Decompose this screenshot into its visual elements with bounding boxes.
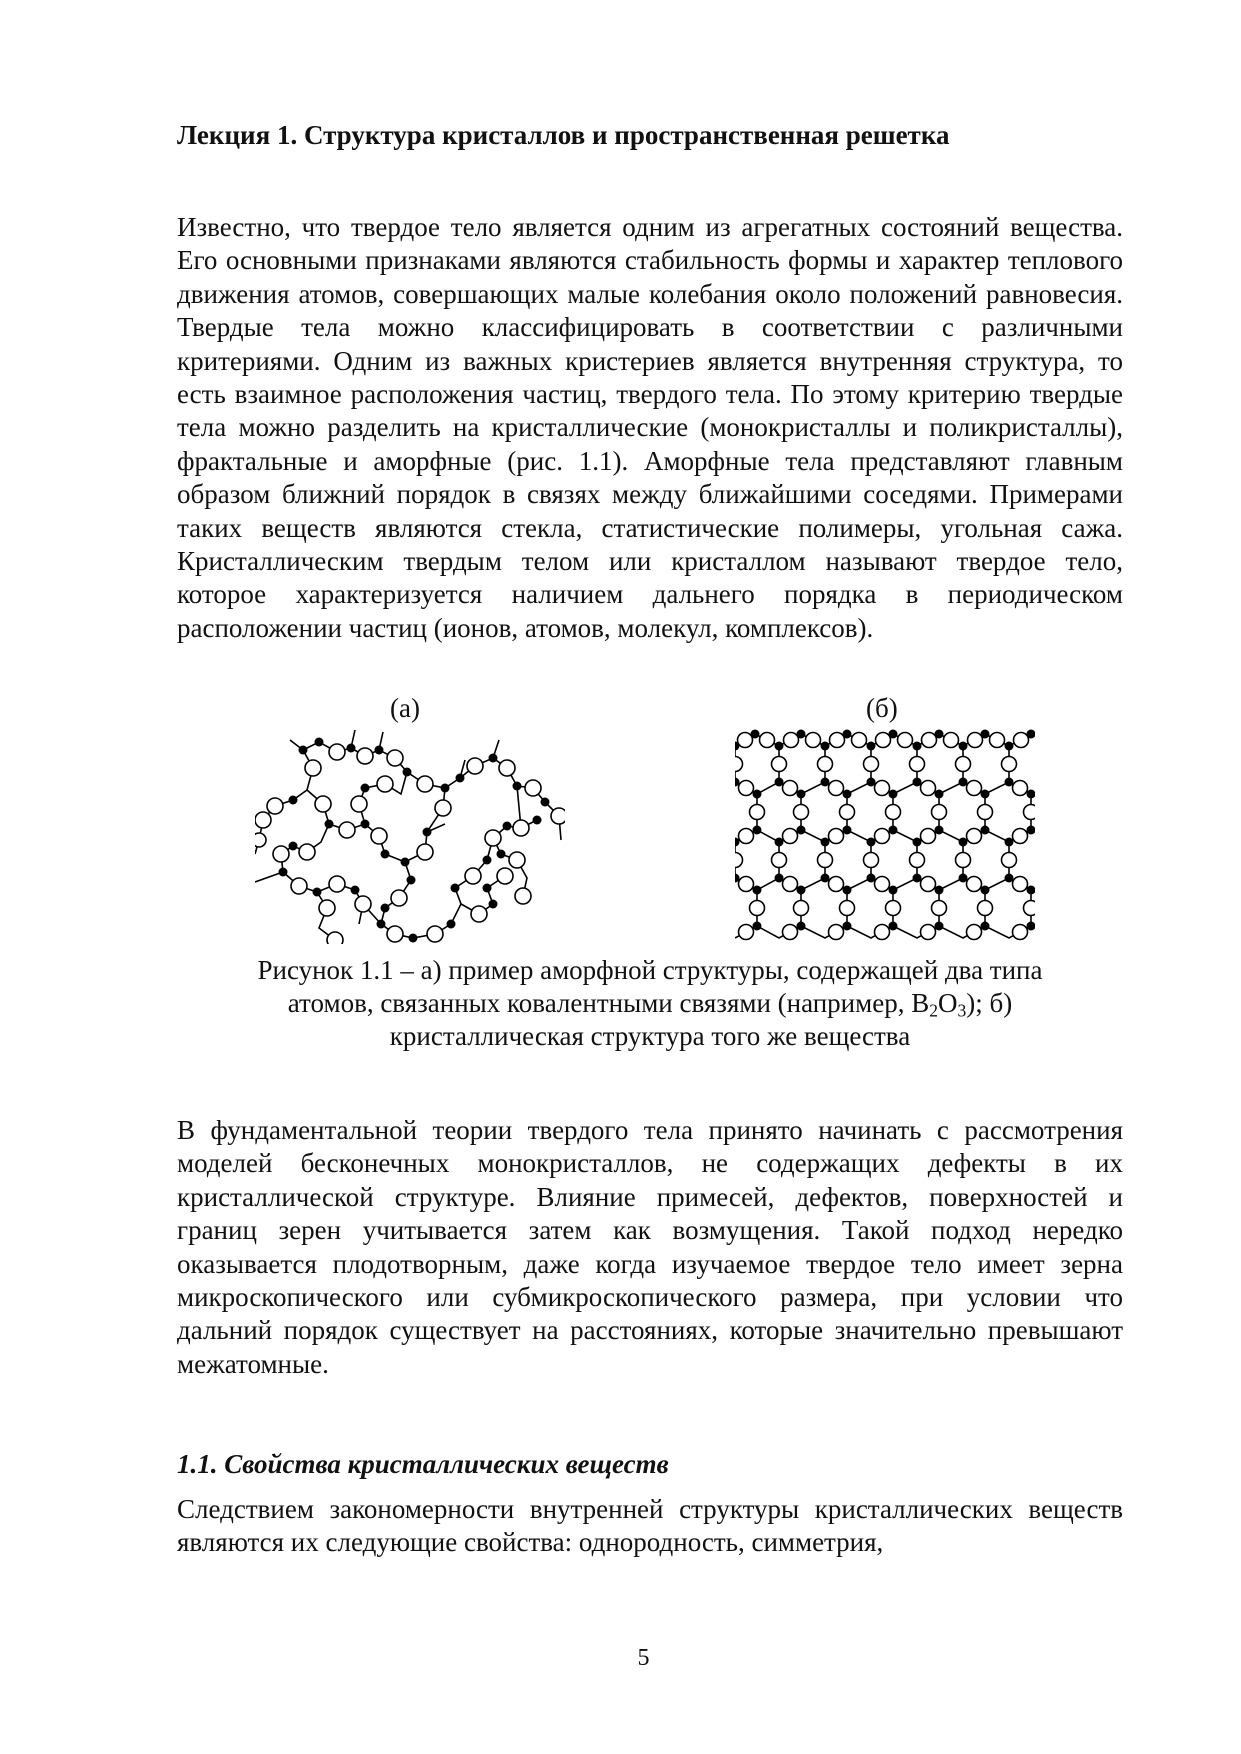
- caption-line-1: Рисунок 1.1 – а) пример аморфной структуры, содержащей два типа: [257, 955, 1043, 985]
- caption-line-2-end: ); б): [966, 988, 1013, 1018]
- caption-subscript-2: 3: [957, 1000, 967, 1021]
- caption-line-2-start: атомов, связанных ковалентными связями (например, B: [287, 988, 930, 1018]
- lecture-heading: Лекция 1. Структура кристаллов и пространственная решетка: [177, 120, 950, 150]
- paragraph-properties: Следствием закономерности внутренней структуры кристаллических веществ являются их следующие свойства: однородность, симметрия,: [177, 1494, 1123, 1558]
- crystalline-structure-diagram: [735, 728, 1035, 944]
- caption-line-2-mid: O: [937, 988, 958, 1018]
- paragraph-intro: Известно, что твердое тело является одним из агрегатных состояний вещества. Его основными признаками являются стабильность формы и характер теплового движения атомов, совершающих малые колебания около положений равновесия. Твердые тела можно классифицировать в соответствии с различными критериями. Одним из важных кристериев является внутренняя структура, то есть взаимное расположения частиц, твердого тела. По этому критерию твердые тела можно разделить на кристаллические (монокристаллы и поликристаллы), фрактальные и аморфные (рис. 1.1). Аморфные тела представляют главным образом ближний порядок в связях между ближайшими соседями. Примерами таких веществ являются стекла, статистические полимеры, угольная сажа. Кристаллическим твердым телом или кристаллом называют твердое тело, которое характеризуется наличием дальнего порядка в периодическом расположении частиц (ионов, атомов, молекул, комплексов).: [177, 212, 1123, 643]
- figure-label-b: (б): [866, 693, 898, 723]
- amorphous-structure-diagram: [255, 728, 565, 944]
- caption-line-3: кристаллическая структура того же вещества: [389, 1021, 911, 1051]
- figure-label-a: (а): [390, 693, 420, 723]
- figure-caption: [177, 954, 1123, 1053]
- section-subheading: 1.1. Свойства кристаллических веществ: [177, 1449, 669, 1479]
- caption-subscript-1: 2: [929, 1000, 938, 1021]
- page-number: 5: [637, 1645, 650, 1671]
- paragraph-theory: В фундаментальной теории твердого тела принято начинать с рассмотрения моделей бесконечных монокристаллов, не содержащих дефекты в их кристаллической структуре. Влияние примесей, дефектов, поверхностей и границ зерен учитывается затем как возмущения. Такой подход нередко оказывается плодотворным, даже когда изучаемое твердое тело имеет зерна микроскопического или субмикроскопического размера, при условии что дальний порядок существует на расстояниях, которые значительно превышают межатомные.: [177, 1115, 1123, 1379]
